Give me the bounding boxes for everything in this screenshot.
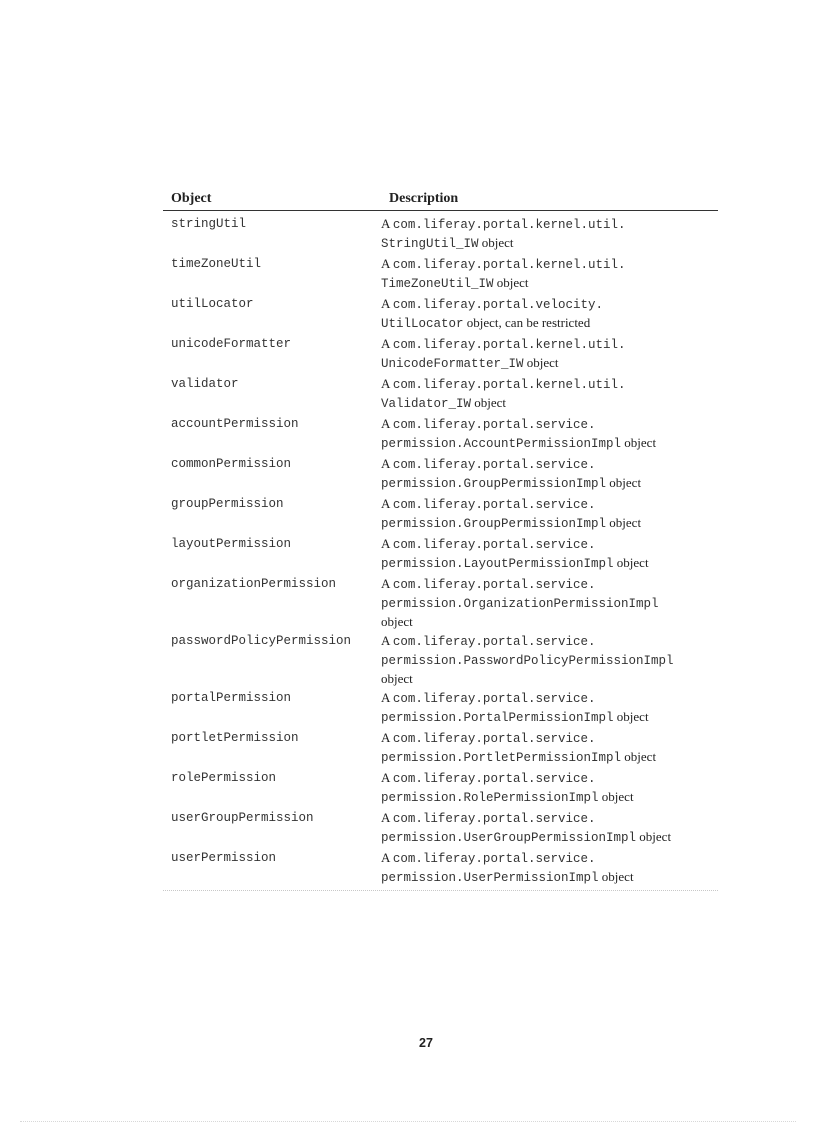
package-name: com.liferay.portal.service. <box>392 578 596 592</box>
class-name: permission.PortalPermissionImpl <box>381 711 614 725</box>
description-line-2 <box>381 554 708 573</box>
description-line-1 <box>381 255 708 274</box>
description-line-2 <box>381 354 708 373</box>
description-line-2 <box>381 514 708 533</box>
description-cell <box>381 414 718 454</box>
description-cell <box>381 808 718 848</box>
description-suffix: object <box>523 355 559 370</box>
description-prefix: A <box>381 536 393 551</box>
object-name-cell: accountPermission <box>171 417 299 431</box>
description-prefix: A <box>381 850 393 865</box>
description-suffix: object <box>606 515 642 530</box>
table-row <box>163 214 718 254</box>
description-cell <box>381 631 718 688</box>
description-suffix: object <box>621 435 657 450</box>
table-row <box>163 334 718 374</box>
object-name-cell: stringUtil <box>171 217 247 231</box>
package-name: com.liferay.portal.service. <box>392 635 596 649</box>
package-name: com.liferay.portal.service. <box>392 772 596 786</box>
description-prefix: A <box>381 336 393 351</box>
description-cell <box>381 334 718 374</box>
description-prefix: A <box>381 376 393 391</box>
table-row <box>163 768 718 808</box>
table-row <box>163 631 718 688</box>
description-prefix: A <box>381 730 393 745</box>
package-name: com.liferay.portal.kernel.util. <box>392 338 626 352</box>
description-cell <box>381 768 718 808</box>
description-prefix: A <box>381 456 393 471</box>
table-row <box>163 294 718 334</box>
table-row <box>163 454 718 494</box>
table-row <box>163 808 718 848</box>
description-suffix: object <box>598 789 634 804</box>
description-prefix: A <box>381 576 393 591</box>
package-name: com.liferay.portal.service. <box>392 852 596 866</box>
package-name: com.liferay.portal.velocity. <box>392 298 603 312</box>
description-cell <box>381 848 718 888</box>
description-line-1 <box>381 729 708 748</box>
object-name-cell: rolePermission <box>171 771 277 785</box>
class-name: Validator_IW <box>381 397 472 411</box>
package-name: com.liferay.portal.service. <box>392 538 596 552</box>
description-line-1 <box>381 769 708 788</box>
description-suffix: object <box>493 275 529 290</box>
header-description: Description <box>389 191 459 206</box>
description-prefix: A <box>381 633 393 648</box>
class-name: permission.GroupPermissionImpl <box>381 477 607 491</box>
description-suffix: object <box>613 555 649 570</box>
header-object: Object <box>171 191 212 206</box>
class-name: permission.OrganizationPermissionImpl <box>381 597 659 611</box>
description-line-1 <box>381 495 708 514</box>
class-name: permission.LayoutPermissionImpl <box>381 557 614 571</box>
table-body <box>163 211 718 888</box>
description-line-1 <box>381 295 708 314</box>
description-line-2 <box>381 394 708 413</box>
object-name-cell: utilLocator <box>171 297 254 311</box>
object-name-cell: validator <box>171 377 239 391</box>
package-name: com.liferay.portal.service. <box>392 692 596 706</box>
description-line-1 <box>381 535 708 554</box>
table-bottom-rule <box>163 890 718 891</box>
package-name: com.liferay.portal.service. <box>392 458 596 472</box>
description-prefix: A <box>381 770 393 785</box>
description-suffix: object <box>471 395 507 410</box>
description-cell <box>381 214 718 254</box>
package-name: com.liferay.portal.kernel.util. <box>392 378 626 392</box>
table-row <box>163 374 718 414</box>
description-prefix: A <box>381 690 393 705</box>
description-line-2 <box>381 474 708 493</box>
description-cell <box>381 254 718 294</box>
table-row <box>163 534 718 574</box>
description-line-2 <box>381 708 708 727</box>
description-cell <box>381 574 718 631</box>
class-name: permission.RolePermissionImpl <box>381 791 599 805</box>
table-row <box>163 688 718 728</box>
table-row <box>163 494 718 534</box>
description-line-1 <box>381 849 708 868</box>
object-name-cell: portletPermission <box>171 731 299 745</box>
class-name: permission.UserGroupPermissionImpl <box>381 831 637 845</box>
description-line-2 <box>381 594 708 613</box>
class-name: UnicodeFormatter_IW <box>381 357 524 371</box>
table-row <box>163 414 718 454</box>
package-name: com.liferay.portal.service. <box>392 812 596 826</box>
description-line-2 <box>381 868 708 887</box>
description-line-2 <box>381 788 708 807</box>
description-suffix: object, can be restricted <box>463 315 591 330</box>
table-row <box>163 728 718 768</box>
description-suffix: object <box>613 709 649 724</box>
description-line-1 <box>381 809 708 828</box>
description-prefix: A <box>381 256 393 271</box>
object-name-cell: userGroupPermission <box>171 811 314 825</box>
description-line-2 <box>381 748 708 767</box>
package-name: com.liferay.portal.service. <box>392 418 596 432</box>
object-name-cell: userPermission <box>171 851 277 865</box>
description-cell <box>381 454 718 494</box>
class-name: TimeZoneUtil_IW <box>381 277 494 291</box>
page-number: 27 <box>419 1036 433 1050</box>
description-line-1 <box>381 632 708 651</box>
description-cell <box>381 534 718 574</box>
class-name: UtilLocator <box>381 317 464 331</box>
class-name: permission.UserPermissionImpl <box>381 871 599 885</box>
description-suffix: object <box>606 475 642 490</box>
description-line-2 <box>381 314 708 333</box>
description-suffix: object <box>478 235 514 250</box>
class-name: permission.PortletPermissionImpl <box>381 751 622 765</box>
description-line-1 <box>381 375 708 394</box>
description-line-1 <box>381 689 708 708</box>
description-prefix: A <box>381 296 393 311</box>
class-name: StringUtil_IW <box>381 237 479 251</box>
description-line-1 <box>381 575 708 594</box>
description-prefix: A <box>381 496 393 511</box>
description-suffix: object <box>598 869 634 884</box>
description-line-3: object <box>381 671 413 686</box>
description-line-2 <box>381 234 708 253</box>
description-suffix: object <box>621 749 657 764</box>
object-name-cell: unicodeFormatter <box>171 337 292 351</box>
description-prefix: A <box>381 810 393 825</box>
description-prefix: A <box>381 416 393 431</box>
description-line-1 <box>381 215 708 234</box>
description-cell <box>381 688 718 728</box>
description-cell <box>381 728 718 768</box>
description-line-2 <box>381 651 708 670</box>
description-line-1 <box>381 455 708 474</box>
description-suffix: object <box>636 829 672 844</box>
class-name: permission.GroupPermissionImpl <box>381 517 607 531</box>
description-cell <box>381 374 718 414</box>
description-line-2 <box>381 434 708 453</box>
object-name-cell: commonPermission <box>171 457 292 471</box>
class-name: permission.AccountPermissionImpl <box>381 437 622 451</box>
description-line-1 <box>381 415 708 434</box>
table-header <box>163 190 718 211</box>
description-line-2 <box>381 274 708 293</box>
package-name: com.liferay.portal.service. <box>392 732 596 746</box>
description-line-2 <box>381 828 708 847</box>
class-name: permission.PasswordPolicyPermissionImpl <box>381 654 674 668</box>
object-name-cell: timeZoneUtil <box>171 257 262 271</box>
object-name-cell: organizationPermission <box>171 577 337 591</box>
package-name: com.liferay.portal.kernel.util. <box>392 218 626 232</box>
object-name-cell: passwordPolicyPermission <box>171 634 352 648</box>
table-row <box>163 848 718 888</box>
description-prefix: A <box>381 216 393 231</box>
table-row <box>163 254 718 294</box>
table-row <box>163 574 718 631</box>
package-name: com.liferay.portal.service. <box>392 498 596 512</box>
page-bottom-rule <box>20 1121 796 1122</box>
object-name-cell: groupPermission <box>171 497 284 511</box>
description-cell <box>381 494 718 534</box>
description-line-1 <box>381 335 708 354</box>
object-name-cell: layoutPermission <box>171 537 292 551</box>
description-line-3: object <box>381 614 413 629</box>
package-name: com.liferay.portal.kernel.util. <box>392 258 626 272</box>
object-description-table <box>163 190 718 891</box>
object-name-cell: portalPermission <box>171 691 292 705</box>
description-cell <box>381 294 718 334</box>
